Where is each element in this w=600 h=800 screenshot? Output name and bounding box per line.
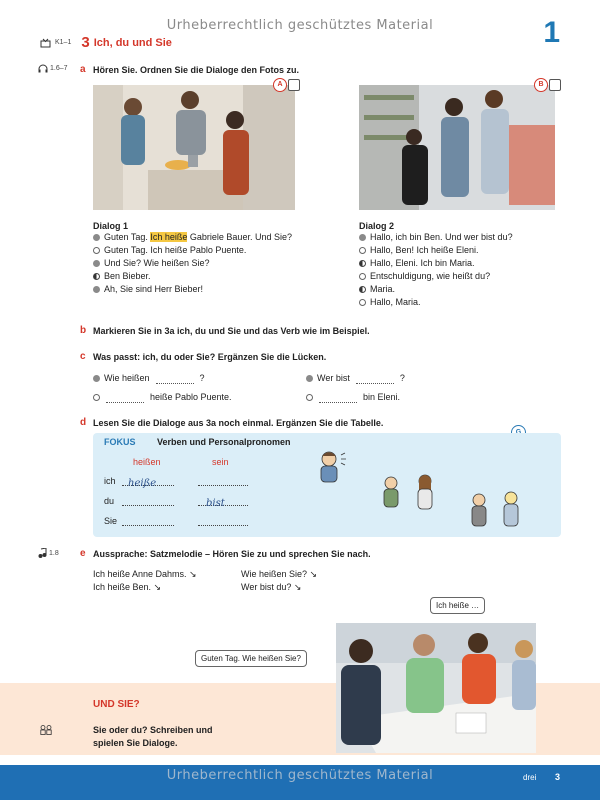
dialog-2-line — [359, 296, 579, 309]
speech-bubble-1: Ich heiße … — [430, 597, 485, 614]
speaker-dot-half — [93, 273, 100, 280]
photo-a — [93, 85, 295, 210]
intonation-line: Wie heißen Sie? ↘ — [241, 569, 318, 579]
task-letter-e: e — [80, 548, 86, 559]
task-d-instruction: Lesen Sie die Dialoge aus 3a noch einmal. Ergänzen Sie die Tabelle. — [93, 418, 384, 428]
task-letter-d: d — [80, 417, 87, 428]
task-a-instruction: Hören Sie. Ordnen Sie die Dialoge den Fotos zu. — [93, 65, 300, 75]
gap-input[interactable] — [106, 393, 144, 403]
workbook-icon — [40, 38, 51, 48]
handwritten-answer: bist — [206, 498, 225, 509]
dialog-1-line-text: Ah, Sie sind Herr Bieber! — [104, 284, 204, 294]
audio-ref-e[interactable] — [38, 548, 59, 558]
task-c-text: bin Eleni. — [363, 392, 401, 402]
task-b-instruction: Markieren Sie in 3a ich, du und Sie und das Verb wie im Beispiel. — [93, 326, 370, 336]
dialog-2-line — [359, 244, 579, 257]
highlight-example: Ich heiße — [150, 232, 188, 242]
speaker-dot-empty — [93, 394, 100, 401]
task-c-text: ? — [399, 373, 405, 383]
speaker-dot-empty — [93, 247, 100, 254]
gap-input[interactable] — [156, 374, 194, 384]
dialog-1-line-text: Und Sie? Wie heißen Sie? — [104, 258, 210, 268]
dialog-2 — [359, 221, 579, 309]
task-c-text: ? — [199, 373, 205, 383]
photo-meeting-scene — [336, 623, 536, 753]
section-number: 3 — [81, 34, 90, 51]
gap-input[interactable] — [356, 374, 394, 384]
speaker-dot-full — [359, 234, 366, 241]
dialog-2-line-text: Hallo, Ben! Ich heiße Eleni. — [370, 245, 479, 255]
section-header — [40, 34, 172, 51]
dialog-2-line-text: Entschuldigung, wie heißt du? — [370, 271, 491, 281]
dialog-1-line-text: Guten Tag. Ich heiße Pablo Puente. — [104, 245, 247, 255]
audio-ref-a[interactable] — [38, 64, 68, 73]
dialog-1-title: Dialog 1 — [93, 221, 129, 231]
cell-ich-heissen[interactable] — [122, 473, 174, 489]
column-header-heissen: heißen — [133, 457, 161, 467]
task-c-item — [306, 372, 405, 385]
speaker-dot-empty — [306, 394, 313, 401]
gap-input[interactable] — [319, 393, 357, 403]
handwritten-answer: heiße — [128, 478, 157, 489]
intonation-line: Wer bist du? ↘ — [241, 582, 302, 592]
pronoun-du: du — [104, 496, 115, 506]
speaker-dot-full — [306, 375, 313, 382]
cell-du-heissen[interactable] — [122, 493, 174, 506]
photo-a-label: A — [273, 78, 287, 92]
column-header-sein: sein — [212, 457, 229, 467]
pronoun-ich: ich — [104, 476, 116, 486]
photo-a-scene — [93, 85, 295, 210]
speaker-dot-full — [93, 260, 100, 267]
cell-sie-heissen[interactable] — [122, 513, 174, 526]
task-c-text: Wie heißen — [104, 373, 150, 383]
photo-b — [359, 85, 555, 210]
speaker-dot-half — [359, 286, 366, 293]
illustration-man-and-woman — [467, 488, 527, 532]
task-c-text: heiße Pablo Puente. — [150, 392, 232, 402]
photo-b-label: B — [534, 78, 548, 92]
task-c-item — [306, 391, 400, 404]
watermark-bottom: Urheberrechtlich geschütztes Material — [166, 768, 434, 783]
music-note-icon — [38, 548, 47, 558]
audio-track-e: 1.8 — [49, 549, 59, 557]
dialog-2-line-text: Maria. — [370, 284, 396, 294]
photo-b-checkbox[interactable] — [549, 79, 561, 91]
speaker-dot-half — [359, 260, 366, 267]
dialog-1 — [93, 221, 343, 296]
dialog-2-line — [359, 257, 579, 270]
task-letter-a: a — [80, 64, 86, 75]
cell-ich-sein[interactable] — [198, 473, 248, 486]
dialog-2-line — [359, 283, 579, 296]
und-sie-title: UND SIE? — [93, 699, 140, 710]
fokus-box — [93, 433, 561, 537]
section-ref: K1–1 — [55, 39, 72, 46]
audio-track-a: 1.6–7 — [50, 65, 68, 72]
dialog-2-line-text: Hallo, ich bin Ben. Und wer bist du? — [370, 232, 513, 242]
dialog-1-line-text-post: Gabriele Bauer. Und Sie? — [187, 232, 292, 242]
task-c-instruction: Was passt: ich, du oder Sie? Ergänzen Sie die Lücken. — [93, 352, 327, 362]
fokus-title: Verben und Personalpronomen — [157, 437, 291, 447]
section-title: Ich, du und Sie — [93, 36, 172, 49]
speaker-dot-full — [93, 286, 100, 293]
speaker-dot-full — [93, 234, 100, 241]
task-c-item — [93, 372, 205, 385]
dialog-2-title: Dialog 2 — [359, 221, 395, 231]
speaker-dot-empty — [359, 299, 366, 306]
dialog-1-line — [93, 270, 343, 283]
speech-bubble-2: Guten Tag. Wie heißen Sie? — [195, 650, 307, 667]
dialog-1-line-text: Guten Tag. — [104, 232, 151, 242]
cell-du-sein[interactable] — [198, 493, 248, 509]
illustration-two-people — [377, 471, 447, 515]
cell-sie-sein[interactable] — [198, 513, 248, 526]
fokus-label: FOKUS — [104, 437, 136, 447]
und-sie-text-2: spielen Sie Dialoge. — [93, 738, 178, 748]
task-e-instruction: Aussprache: Satzmelodie – Hören Sie zu und sprechen Sie nach. — [93, 549, 371, 559]
speaker-dot-empty — [359, 247, 366, 254]
dialog-2-line — [359, 231, 579, 244]
dialog-1-line — [93, 244, 343, 257]
und-sie-text-1: Sie oder du? Schreiben und — [93, 725, 213, 735]
task-c-item — [93, 391, 232, 404]
illustration-man-speaking — [315, 447, 355, 487]
intonation-line: Ich heiße Anne Dahms. ↘ — [93, 569, 197, 579]
dialog-1-line-text: Ben Bieber. — [104, 271, 151, 281]
task-c-text: Wer bist — [317, 373, 350, 383]
page-number: 3 — [555, 772, 561, 782]
page-word: drei — [523, 773, 537, 782]
task-letter-c: c — [80, 351, 86, 362]
headphones-icon — [38, 64, 48, 73]
task-letter-b: b — [80, 325, 87, 336]
watermark-top: Urheberrechtlich geschütztes Material — [166, 18, 434, 33]
chapter-number: 1 — [543, 16, 560, 49]
photo-a-checkbox[interactable] — [288, 79, 300, 91]
photo-b-scene — [359, 85, 555, 210]
pair-work-icon — [40, 725, 52, 735]
dialog-1-line — [93, 257, 343, 270]
dialog-1-line — [93, 283, 343, 296]
dialog-2-line — [359, 270, 579, 283]
photo-meeting — [336, 623, 536, 753]
speaker-dot-full — [93, 375, 100, 382]
dialog-1-line — [93, 231, 343, 244]
dialog-2-line-text: Hallo, Maria. — [370, 297, 421, 307]
speaker-dot-empty — [359, 273, 366, 280]
dialog-2-line-text: Hallo, Eleni. Ich bin Maria. — [370, 258, 475, 268]
pronoun-sie: Sie — [104, 516, 118, 526]
intonation-line: Ich heiße Ben. ↘ — [93, 582, 162, 592]
